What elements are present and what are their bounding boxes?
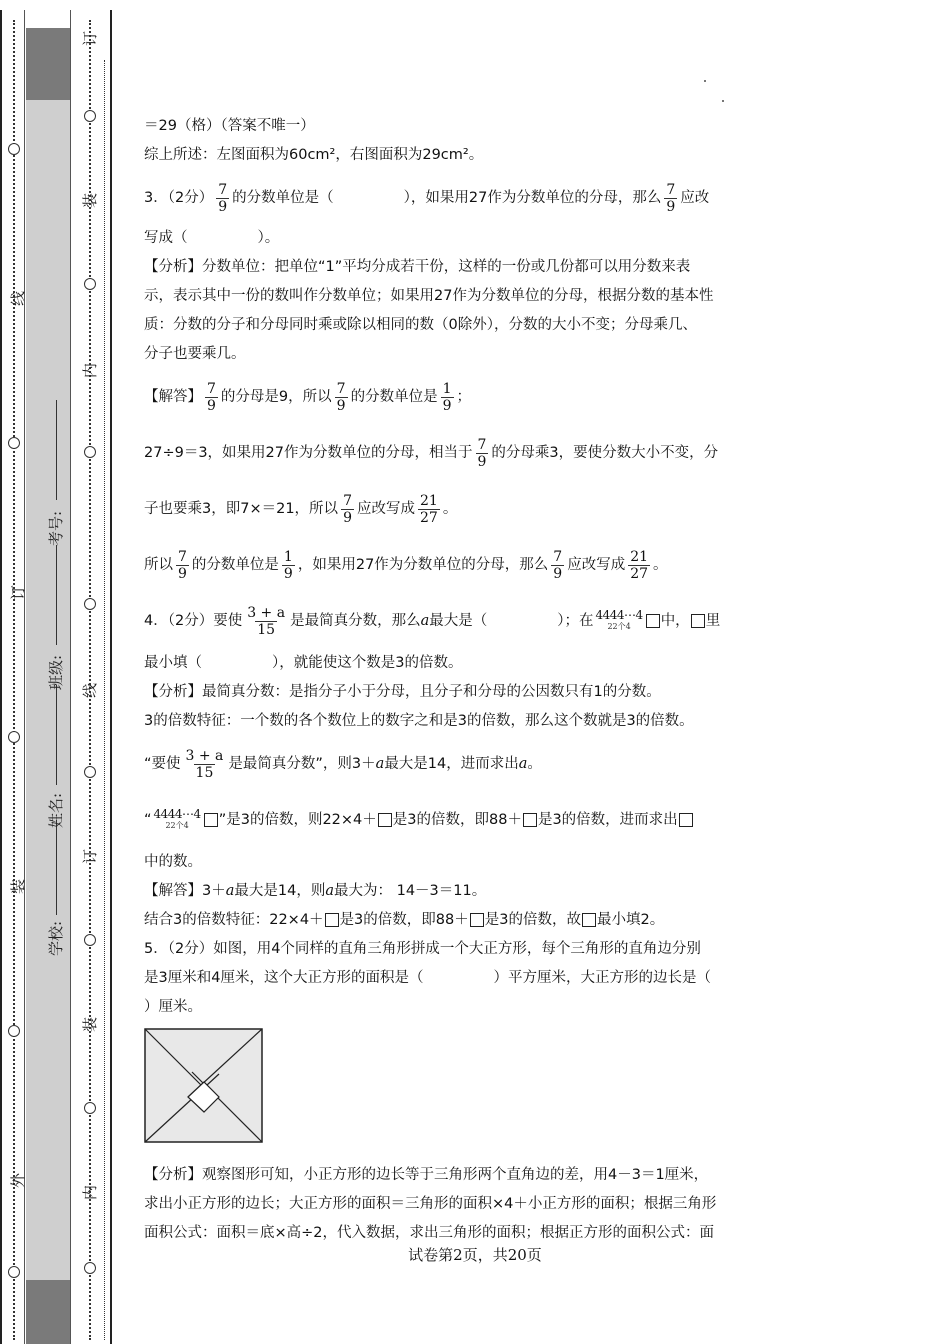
analysis-text: 是最简真分数”，则3＋ <box>228 755 376 772</box>
number-count: 22个4 <box>607 622 631 631</box>
question-5: 5．（2分）如图，用4个同样的直角三角形拼成一个大正方形，每个三角形的直角边分别 <box>144 941 701 957</box>
q3-text: ），如果用27作为分数单位的分母，那么 <box>403 189 662 206</box>
outer-circle <box>8 1025 20 1037</box>
solution-text: 结合3的倍数特征：22×4＋ <box>144 912 324 928</box>
inner-circle <box>84 278 96 290</box>
outer-label: 线 <box>9 290 28 307</box>
q3-prefix: 3．（2分） <box>144 189 214 206</box>
q4-text: ），就能使这个数是3的倍数。 <box>272 655 463 671</box>
repeated-number <box>154 808 201 832</box>
fraction-num: 3 + a <box>247 604 286 621</box>
analysis-line: 质：分数的分子和分母同时乘或除以相同的数（0除外），分数的大小不变；分母乘几、 <box>144 317 697 333</box>
analysis-text: “要使 <box>144 755 181 772</box>
outer-circle <box>8 1266 20 1278</box>
analysis-line: 【分析】最简真分数：是指分子小于分母，且分子和分母的公因数只有1的分数。 <box>144 684 661 700</box>
analysis-text: 中的数。 <box>144 854 202 870</box>
band-edge-right <box>70 10 71 1344</box>
variable-a: a <box>225 883 235 899</box>
school-field[interactable] <box>56 820 57 915</box>
inner-circle <box>84 446 96 458</box>
solution-text: 所以 <box>144 556 173 573</box>
box-blank[interactable] <box>646 614 660 628</box>
question-3 <box>144 170 814 226</box>
q5-text: ）厘米。 <box>144 999 202 1015</box>
inner-circle <box>84 1102 96 1114</box>
fraction-num: 1 <box>283 548 293 565</box>
fraction <box>418 493 440 526</box>
solution-text: 的分数单位是 <box>350 388 438 405</box>
inner-label: 线 <box>81 682 100 699</box>
q5-text: 是3厘米和4厘米，这个大正方形的面积是（ <box>144 970 424 986</box>
solution-text: 是3的倍数，故 <box>484 912 581 928</box>
fraction <box>184 748 226 781</box>
variable-a: a <box>325 883 334 899</box>
page-content <box>144 112 814 1248</box>
fraction-num: 7 <box>477 436 487 453</box>
analysis-line: 【分析】观察图形可知，小正方形的边长等于三角形两个直角边的差，用4－3＝1厘米， <box>144 1167 709 1183</box>
name-label: 姓名: <box>47 792 66 829</box>
inner-circle <box>84 934 96 946</box>
fraction <box>205 381 218 414</box>
fraction-den: 9 <box>442 397 452 414</box>
solution-text: 【解答】3＋ <box>144 883 226 899</box>
scan-speck <box>722 100 724 102</box>
box-blank <box>378 813 392 827</box>
analysis-line <box>144 848 814 877</box>
q4-text: ）；在 <box>557 612 594 629</box>
solution-text: 最大是14，则 <box>234 883 326 899</box>
solution-text: 应改写成 <box>356 500 415 517</box>
q4-text: 中， <box>660 612 690 629</box>
outer-circle <box>8 437 20 449</box>
fraction-num: 7 <box>343 492 352 509</box>
q3-text: 的分数单位是（ <box>232 189 334 206</box>
box-blank <box>204 813 218 827</box>
analysis-text: 。 <box>527 755 542 772</box>
class-field[interactable] <box>56 545 57 645</box>
solution-text: 。 <box>442 500 458 517</box>
fraction <box>282 549 295 582</box>
analysis-line: 面积公式：面积＝底×高÷2，代入数据，求出三角形的面积；根据正方形的面积公式：面 <box>144 1225 715 1241</box>
inner-label: 内 <box>81 1184 100 1201</box>
fraction-den: 15 <box>257 621 276 638</box>
analysis-line <box>144 792 814 848</box>
analysis-line: 求出小正方形的边长；大正方形的面积＝三角形的面积×4＋小正方形的面积；根据三角形 <box>144 1196 717 1212</box>
exam-no-field[interactable] <box>56 400 57 500</box>
band-edge-left <box>24 10 25 1344</box>
solution-text: 最小填2。 <box>596 912 665 928</box>
class-label: 班级: <box>47 654 66 691</box>
margin-dark-block-bottom <box>26 1280 70 1344</box>
solution-text: 的分数单位是 <box>191 556 279 573</box>
fraction-den: 27 <box>419 509 438 526</box>
inner-dotted-line <box>89 20 91 1340</box>
inner-circle <box>84 766 96 778</box>
solution-line <box>144 877 814 906</box>
analysis-text: 是3的倍数，进而求出 <box>537 811 678 828</box>
analysis-line: 3的倍数特征：一个数的各个数位上的数字之和是3的倍数，那么这个数就是3的倍数。 <box>144 713 694 729</box>
solution-line <box>144 481 814 537</box>
number-digits: 4444⋯4 <box>153 807 201 821</box>
question-5-cont <box>144 964 814 993</box>
exam-no-label: 考号: <box>47 510 66 547</box>
analysis-line <box>144 736 814 792</box>
fraction-den: 9 <box>666 198 676 215</box>
analysis-line: 分子也要乘几。 <box>144 346 246 362</box>
page-footer: 试卷第2页，共20页 <box>408 1246 542 1264</box>
solution-text: 是3的倍数，即88＋ <box>339 912 469 928</box>
variable-a: a <box>375 755 385 772</box>
solution-text: 27÷9＝3，如果用27作为分数单位的分母，相当于 <box>144 444 473 461</box>
solution-text: 的分母是9，所以 <box>220 388 332 405</box>
fraction-den: 9 <box>178 565 187 582</box>
solution-text: 。 <box>653 556 668 573</box>
analysis-text: 是3的倍数，即88＋ <box>392 811 522 828</box>
fraction-num: 21 <box>419 492 438 509</box>
q4-text: 最大是（ <box>429 612 488 629</box>
q3-text: 应改 <box>680 189 710 206</box>
repeated-number <box>596 609 643 633</box>
solution-text: 的分母乘3，要使分数大小不变，分 <box>491 444 719 461</box>
fraction <box>441 381 454 414</box>
name-field[interactable] <box>56 685 57 785</box>
fraction-num: 21 <box>630 548 649 565</box>
school-label: 学校: <box>47 920 66 957</box>
fraction-den: 9 <box>283 565 293 582</box>
text-line: 综上所述：左图面积为60cm²，右图面积为29cm²。 <box>144 147 484 163</box>
fraction-den: 9 <box>343 509 352 526</box>
fraction <box>335 381 348 414</box>
q4-text: 最小填（ <box>144 655 202 671</box>
question-4-cont <box>144 649 814 678</box>
inner-label: 装 <box>81 192 100 209</box>
solution-text: ； <box>456 388 471 405</box>
fraction-den: 27 <box>630 565 649 582</box>
analysis-text: “ <box>144 811 152 828</box>
variable-a: a <box>420 612 430 629</box>
solution-line <box>144 906 814 935</box>
question-3-cont <box>144 224 814 253</box>
fraction-den: 9 <box>218 198 228 215</box>
solution-text: 【解答】 <box>144 388 202 405</box>
solution-text: 最大为： 14－3＝11。 <box>334 883 487 899</box>
fraction <box>245 605 287 638</box>
fraction-num: 7 <box>207 380 216 397</box>
fraction-den: 9 <box>207 397 216 414</box>
margin-rule-right <box>110 10 112 1344</box>
square-diagram <box>144 1028 264 1144</box>
binding-margin <box>0 0 112 1344</box>
q4-text: 里 <box>705 612 721 629</box>
fraction <box>664 182 677 215</box>
fraction <box>216 182 229 215</box>
solution-line <box>144 369 814 425</box>
fraction <box>176 549 189 582</box>
solution-text: 应改写成 <box>567 556 626 573</box>
q4-text: 是最简真分数，那么 <box>290 612 421 629</box>
fraction <box>628 549 650 582</box>
box-blank <box>582 913 596 927</box>
margin-rule-left <box>0 10 2 1344</box>
box-blank[interactable] <box>691 614 705 628</box>
box-blank <box>470 913 484 927</box>
number-count: 22个4 <box>165 821 189 830</box>
q5-text: ）平方厘米，大正方形的边长是（ <box>493 970 711 986</box>
solution-line <box>144 425 814 481</box>
inner-label: 订 <box>81 848 100 865</box>
fraction-num: 1 <box>442 380 452 397</box>
analysis-line: 【分析】分数单位：把单位“1”平均分成若干份，这样的一份或几份都可以用分数来表 <box>144 259 691 275</box>
margin-dark-block-top <box>26 28 70 100</box>
fraction-den: 15 <box>195 764 214 781</box>
q3-text: 写成（ <box>144 230 188 246</box>
q3-text: ）。 <box>257 230 280 246</box>
fraction <box>551 549 564 582</box>
q4-text: 4．（2分）要使 <box>144 612 243 629</box>
analysis-text: 最大是14，进而求出 <box>384 755 519 772</box>
variable-a: a <box>518 755 528 772</box>
fraction-num: 7 <box>666 181 676 198</box>
solution-line <box>144 537 814 593</box>
inner-label: 装 <box>81 1016 100 1033</box>
box-blank <box>679 813 693 827</box>
outer-dotted-line <box>13 20 15 1340</box>
fraction-num: 7 <box>336 380 346 397</box>
fraction-den: 9 <box>336 397 346 414</box>
inner-circle <box>84 110 96 122</box>
solution-text: ，如果用27作为分数单位的分母，那么 <box>297 556 549 573</box>
fraction-den: 9 <box>553 565 563 582</box>
fraction <box>476 437 489 470</box>
number-digits: 4444⋯4 <box>595 608 643 622</box>
analysis-text: ”是3的倍数，则22×4＋ <box>218 811 377 828</box>
inner-label: 订 <box>81 30 100 47</box>
box-blank <box>325 913 339 927</box>
scan-speck <box>704 80 706 82</box>
pinwheel-square-figure <box>144 1028 814 1155</box>
fraction-num: 7 <box>553 548 563 565</box>
fraction-num: 7 <box>178 548 187 565</box>
outer-label: 装 <box>9 878 28 895</box>
outer-circle <box>8 143 20 155</box>
fraction-num: 3 + a <box>185 747 224 764</box>
inner-label: 内 <box>81 362 100 379</box>
outer-circle <box>8 731 20 743</box>
analysis-line: 示，表示其中一份的数叫作分数单位；如果用27作为分数单位的分母，根据分数的基本性 <box>144 288 714 304</box>
text-line: ＝29（格）（答案不唯一） <box>144 118 315 134</box>
inner-circle <box>84 598 96 610</box>
outer-label: 外 <box>9 1172 28 1189</box>
inner-dotted-line-2 <box>104 60 105 1340</box>
fraction-den: 9 <box>477 453 487 470</box>
fraction <box>341 493 354 526</box>
solution-text: 子也要乘3，即7×＝21，所以 <box>144 500 339 517</box>
fraction-num: 7 <box>218 181 228 198</box>
question-4 <box>144 593 814 649</box>
question-5-cont <box>144 993 814 1022</box>
box-blank <box>523 813 537 827</box>
outer-label: 订 <box>9 584 28 601</box>
